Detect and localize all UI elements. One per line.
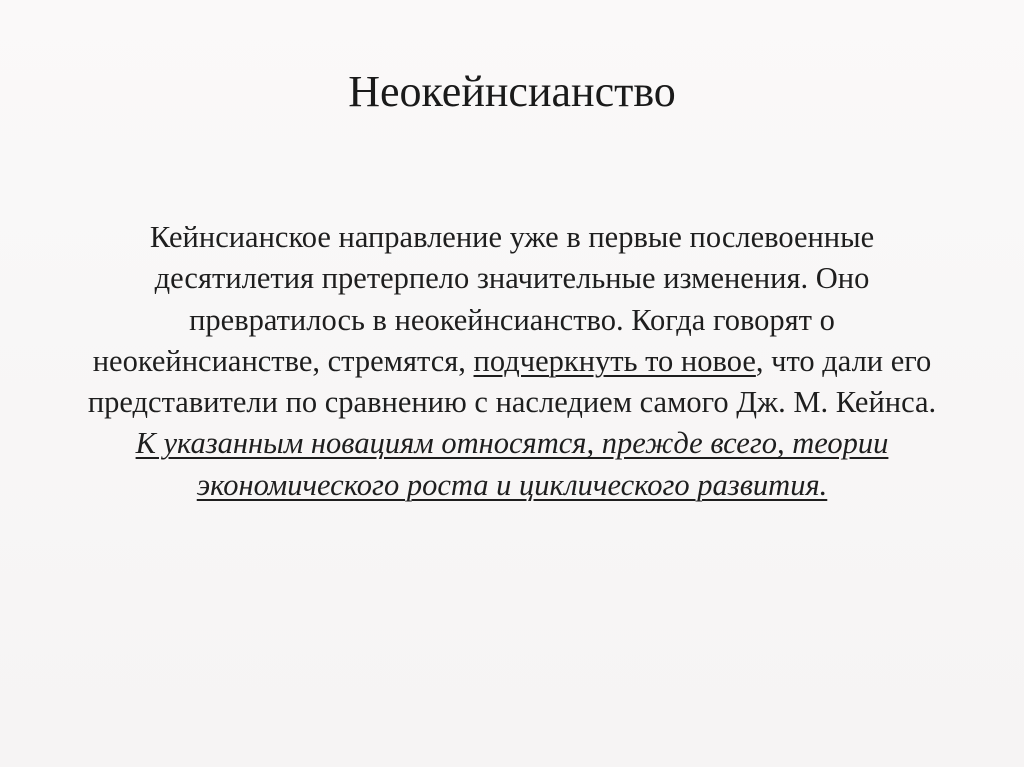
body-line-4-start: неокейнсианстве, стремятся,: [92, 343, 474, 378]
slide-body-text: [20, 217, 1004, 506]
body-line-3: превратилось в неокейнсианство. Когда говорят о: [189, 302, 835, 337]
body-line-2: десятилетия претерпело значительные изменения. Оно: [154, 261, 870, 296]
underlined-phrase: подчеркнуть то новое: [473, 343, 756, 378]
body-line-5: представители по сравнению с наследием самого Дж. М. Кейнса.: [87, 385, 937, 420]
body-line-1: Кейнсианское направление уже в первые послевоенные: [149, 220, 875, 254]
body-line-4-end: , что дали его: [755, 343, 932, 378]
emphasis-line-1: К указанным новациям относятся, прежде всего, теории: [135, 426, 889, 461]
emphasis-line-2: экономического роста и циклического развития.: [196, 467, 828, 502]
body-line-4: [20, 341, 1004, 382]
slide-title: Неокейнсианство: [348, 67, 676, 116]
